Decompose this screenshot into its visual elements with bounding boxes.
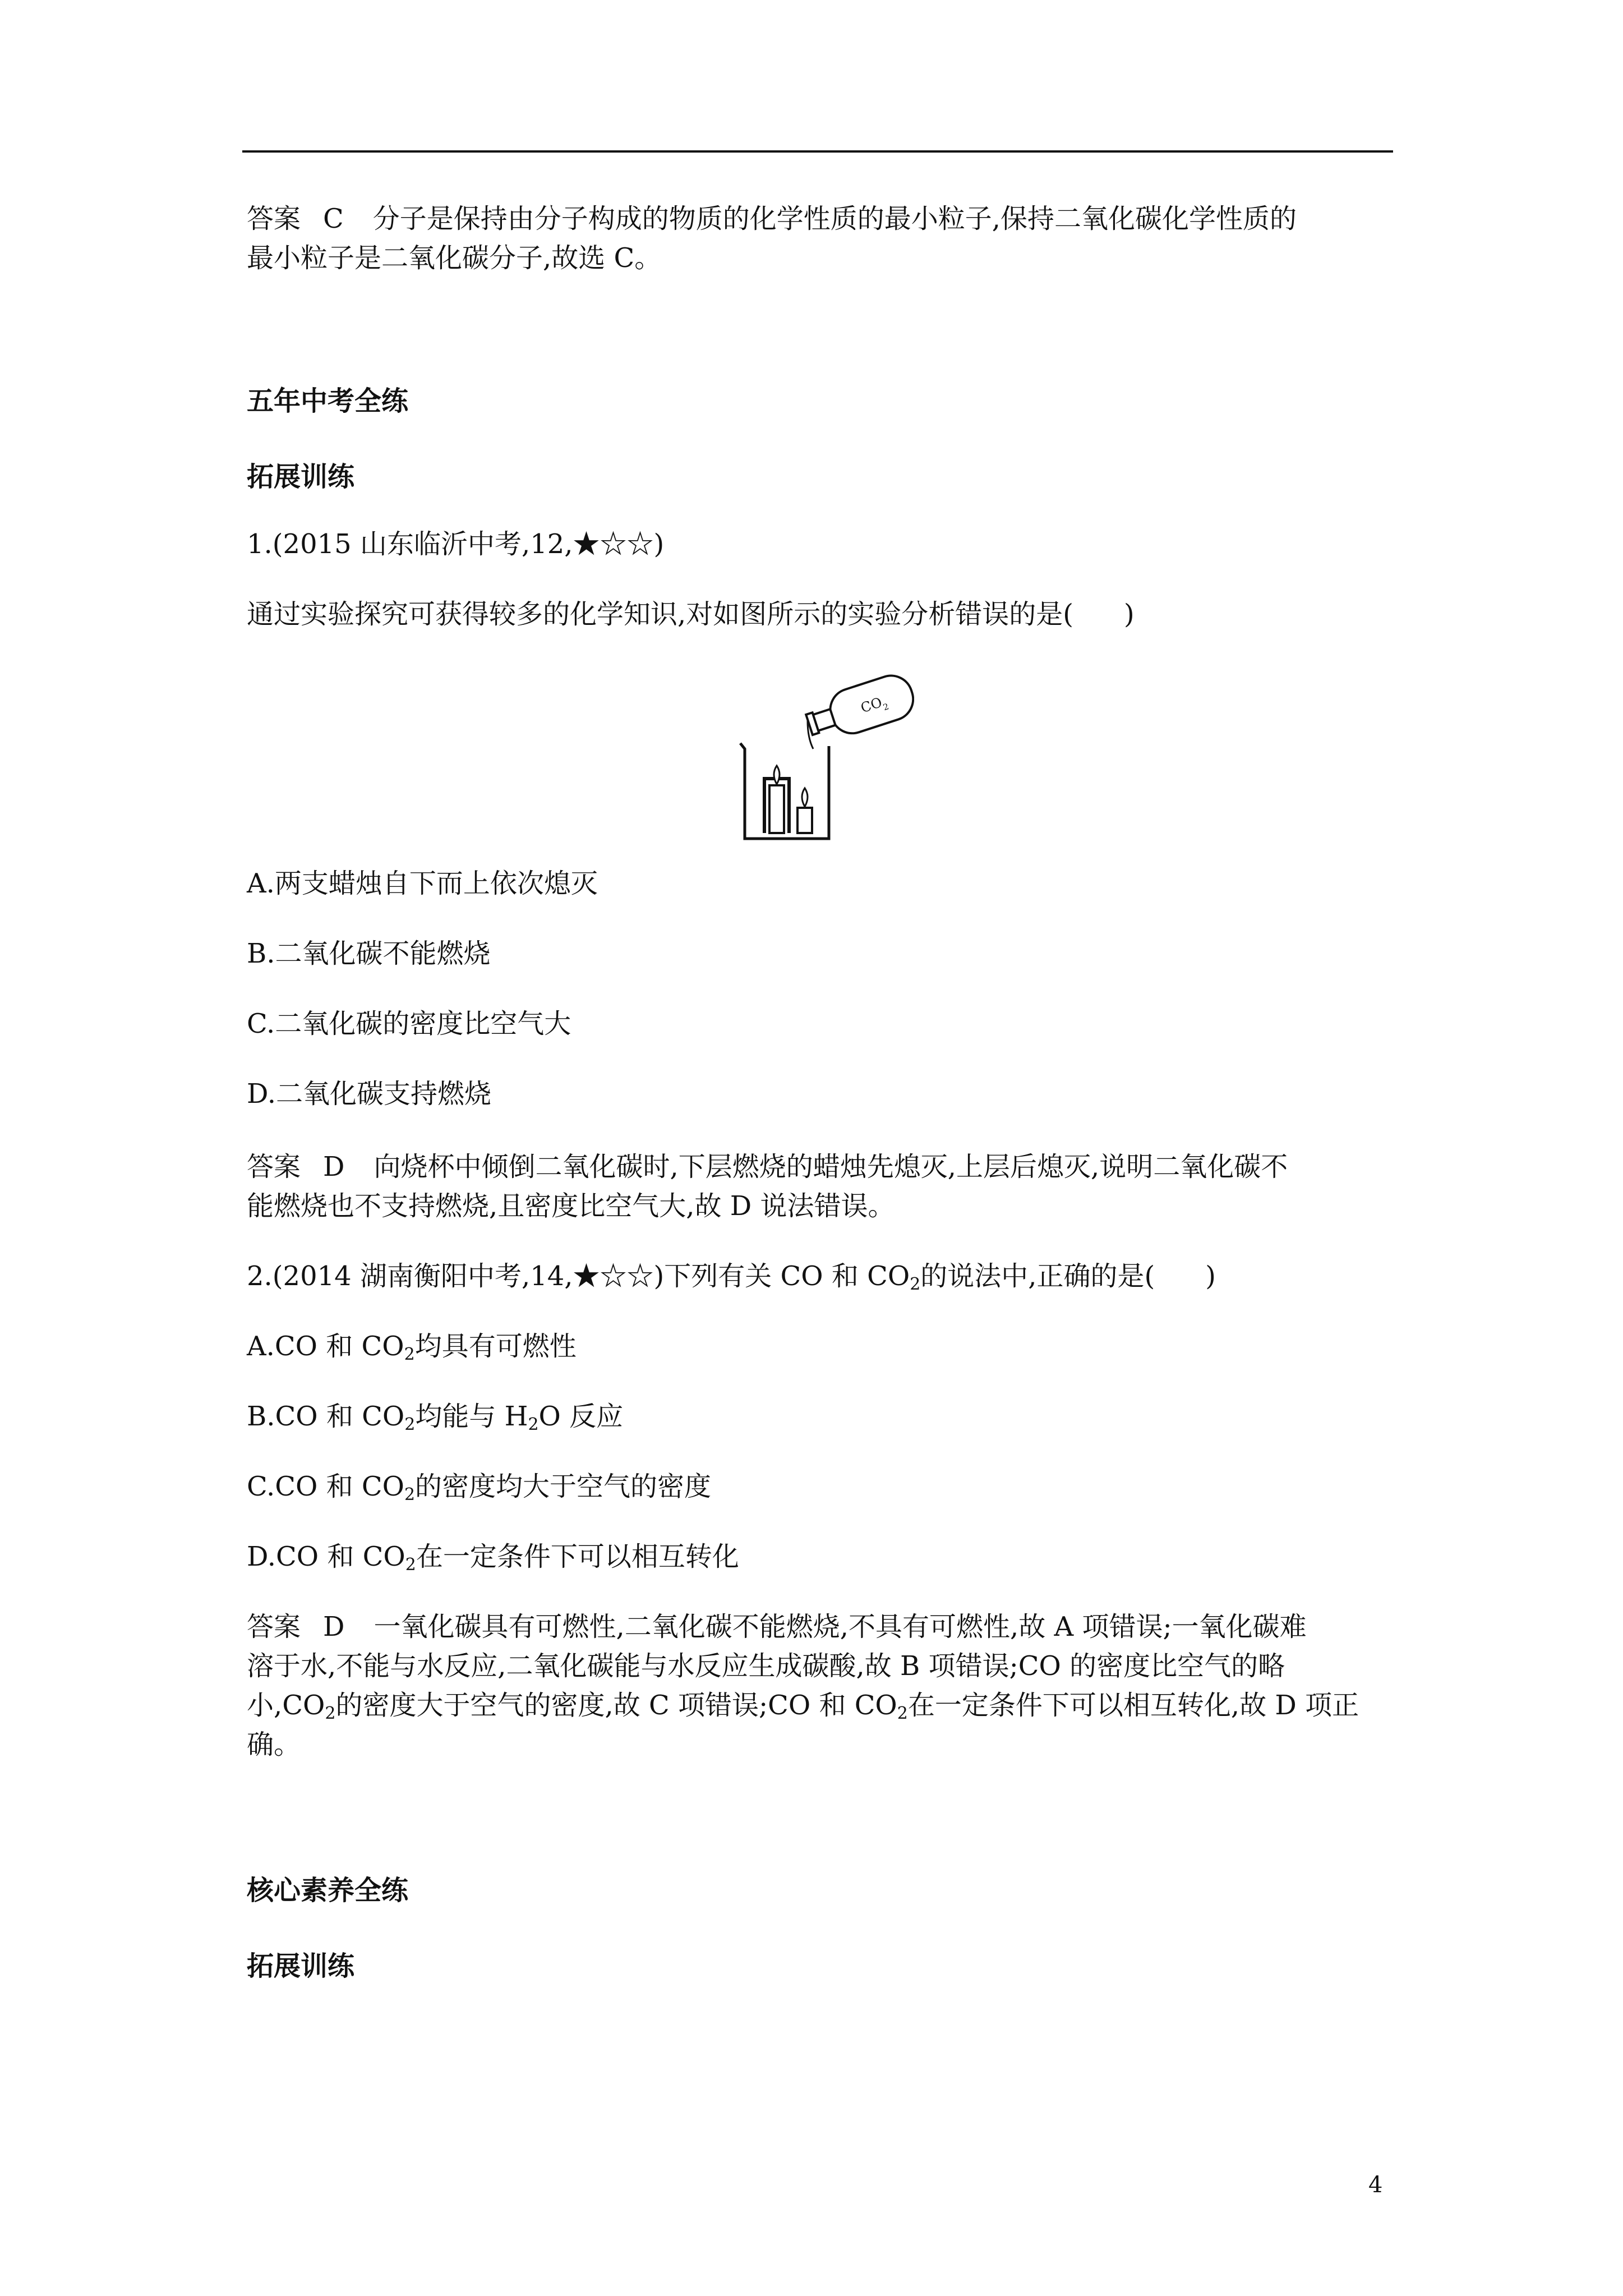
stand-right (787, 777, 791, 833)
section-title: 五年中考全练 (247, 385, 409, 417)
q2-answer-line1 (247, 1610, 1307, 1644)
q2-option-c: C.CO 和 $CO_2$的密度均大于空气的密度 (247, 1471, 712, 1504)
q1-option-d: D.二氧化碳支持燃烧 (247, 1078, 492, 1110)
header-rule (242, 150, 1393, 153)
q1-answer-line1 (247, 1150, 1288, 1184)
q1-source: 1.(2015 山东临沂中考,12,★☆☆) (247, 528, 665, 560)
q2-option-d: D.CO 和 $CO_2$在一定条件下可以相互转化 (247, 1541, 739, 1575)
q2-option-b: B.CO 和 $CO_2$均能与 $H_2O$ 反应 (247, 1401, 624, 1434)
q1-option-b: B.二氧化碳不能燃烧 (247, 938, 491, 969)
section2-subtitle: 拓展训练 (247, 1950, 355, 1982)
section-subtitle: 拓展训练 (247, 461, 355, 493)
q2-stem-text: 下列有关 CO 和 CO (664, 1260, 910, 1292)
co2-bottle-icon (803, 670, 914, 746)
candle-short-icon (797, 808, 812, 833)
q1-answer-line2: 能燃烧也不支持燃烧,且密度比空气大,故 D 说法错误。 (247, 1190, 895, 1222)
q1-option-c: C.二氧化碳的密度比空气大 (247, 1008, 571, 1039)
stand-rod (763, 777, 766, 833)
co2-label-sub: 2 (882, 701, 891, 713)
q2-stem-close: ) (1205, 1260, 1216, 1292)
q1-option-a: A.两支蜡烛自下而上依次熄灭 (247, 868, 598, 899)
flame-short-icon (802, 788, 808, 807)
answer-label: 答案 (247, 203, 301, 234)
answer0-line2: 最小粒子是二氧化碳分子,故选 C。 (247, 242, 662, 274)
q2-source: 2.(2014 湖南衡阳中考,14,★☆☆) (247, 1260, 665, 1292)
q2-stem-sub: 2 (910, 1274, 921, 1294)
page-number: 4 (1368, 2172, 1383, 2198)
q2-answer-line4: 确。 (247, 1729, 301, 1760)
answer-label: 答案 (247, 1151, 301, 1182)
q2-option-a: A.CO 和 $CO_2$均具有可燃性 (247, 1331, 577, 1364)
co2-label: CO (859, 694, 884, 716)
answer0-line1 (247, 202, 1297, 236)
answer-text: 分子是保持由分子构成的物质的化学性质的最小粒子,保持二氧化碳化学性质的 (372, 203, 1297, 234)
q1-stem-text: 通过实验探究可获得较多的化学知识,对如图所示的实验分析错误的是( (247, 599, 1073, 630)
answer-text: 一氧化碳具有可燃性,二氧化碳不能燃烧,不具有可燃性,故 A 项错误;一氧化碳难 (374, 1611, 1307, 1642)
q2-stem (247, 1259, 1216, 1293)
q1-stem (247, 597, 1135, 631)
q2-answer-line3: 小$,CO_2$的密度大于空气的密度,故 C 项错误;CO 和 $CO_2$在一定条件下可以相互转化,故 D 项正 (247, 1690, 1359, 1723)
q1-stem-close: ) (1124, 599, 1135, 630)
answer-letter: D (323, 1151, 345, 1182)
q2-answer-line2: 溶于水,不能与水反应,二氧化碳能与水反应生成碳酸,故 B 项错误;CO 的密度比空气的略 (247, 1650, 1285, 1682)
answer-letter: C (323, 203, 344, 234)
answer-text: 向烧杯中倾倒二氧化碳时,下层燃烧的蜡烛先熄灭,上层后熄灭,说明二氧化碳不 (374, 1151, 1288, 1182)
section2-title: 核心素养全练 (247, 1875, 409, 1906)
q2-stem-text2: 的说法中,正确的是( (920, 1260, 1155, 1292)
answer-letter: D (323, 1611, 345, 1642)
answer-label: 答案 (247, 1611, 301, 1642)
experiment-figure (729, 670, 914, 844)
candle-tall-icon (769, 785, 784, 833)
flame-tall-icon (774, 766, 780, 784)
